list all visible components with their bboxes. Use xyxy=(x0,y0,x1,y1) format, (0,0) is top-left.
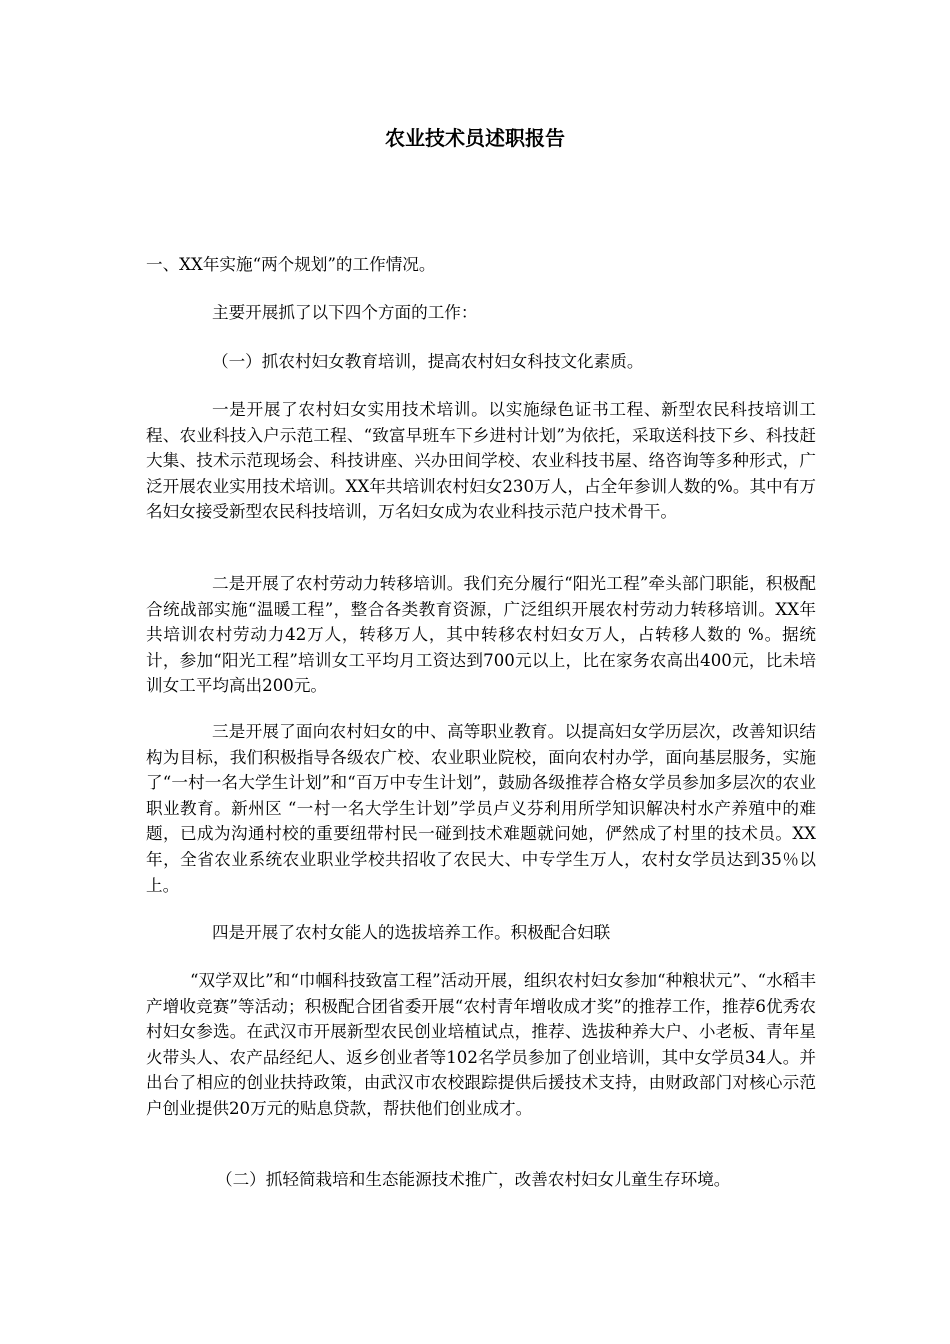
paragraph-item-1: 一是开展了农村妇女实用技术培训。以实施绿色证书工程、新型农民科技培训工程、农业科技入户示范工程、“致富早班车下乡进村计划”为依托，采取送科技下乡、科技赶大集、技术示范现场会、科技讲座、兴办田间学校、农业科技书屋、络咨询等多种形式，广泛开展农业实用技术培训。XX年共培训农村妇女230万人，占全年参训人数的%。其中有万名妇女接受新型农民科技培训，万名妇女成为农业科技示范户技术骨干。 xyxy=(146,400,816,522)
paragraph-item-4-start: 四是开展了农村女能人的选拔培养工作。积极配合妇联 xyxy=(212,923,611,942)
paragraph-item-4-cont: “双学双比”和“巾帼科技致富工程”活动开展，组织农村妇女参加“种粮状元”、“水稻丰产增收竞赛”等活动；积极配合团省委开展“农村青年增收成才奖”的推荐工作，推荐6优秀农村妇女参选。在武汉市开展新型农民创业培植试点，推荐、选拔种养大户、小老板、青年星火带头人、农产品经纪人、返乡创业者等102名学员参加了创业培训，其中女学员34人。并出台了相应的创业扶持政策，由武汉市农校跟踪提供后援技术支持，由财政部门对核心示范户创业提供20万元的贴息贷款，帮扶他们创业成才。 xyxy=(146,971,816,1118)
document-title: 农业技术员述职报告 xyxy=(385,126,565,150)
paragraph-intro: 主要开展抓了以下四个方面的工作： xyxy=(212,303,478,322)
subsection-heading-2: （二）抓轻简栽培和生态能源技术推广，改善农村妇女儿童生存环境。 xyxy=(216,1170,731,1189)
paragraph-item-2: 二是开展了农村劳动力转移培训。我们充分履行“阳光工程”牵头部门职能，积极配合统战部实施“温暖工程”，整合各类教育资源，广泛组织开展农村劳动力转移培训。XX年共培训农村劳动力42万人，转移万人，其中转移农村妇女万人，占转移人数的 %。据统计，参加“阳光工程”培训女工平均月工资达到700元以上，比在家务农高出400元，比未培训女工平均高出200元。 xyxy=(146,574,816,696)
section-heading-1: 一、XX年实施“两个规划”的工作情况。 xyxy=(146,255,436,274)
subsection-heading-1: （一）抓农村妇女教育培训，提高农村妇女科技文化素质。 xyxy=(212,352,644,371)
paragraph-item-3: 三是开展了面向农村妇女的中、高等职业教育。以提高妇女学历层次，改善知识结构为目标，我们积极指导各级农广校、农业职业院校，面向农村办学，面向基层服务，实施了“一村一名大学生计划”和“百万中专生计划”，鼓励各级推荐合格女学员参加多层次的农业职业教育。新州区 “一村一名大学生计划”学员卢义芬利用所学知识解决村水产养殖中的难题，已成为沟通村校的重要纽带村民一碰到技术难题就问她，俨然成了村里的技术员。XX年，全省农业系统农业职业学校共招收了农民大、中专学生万人，农村女学员达到35％以上。 xyxy=(146,722,816,895)
